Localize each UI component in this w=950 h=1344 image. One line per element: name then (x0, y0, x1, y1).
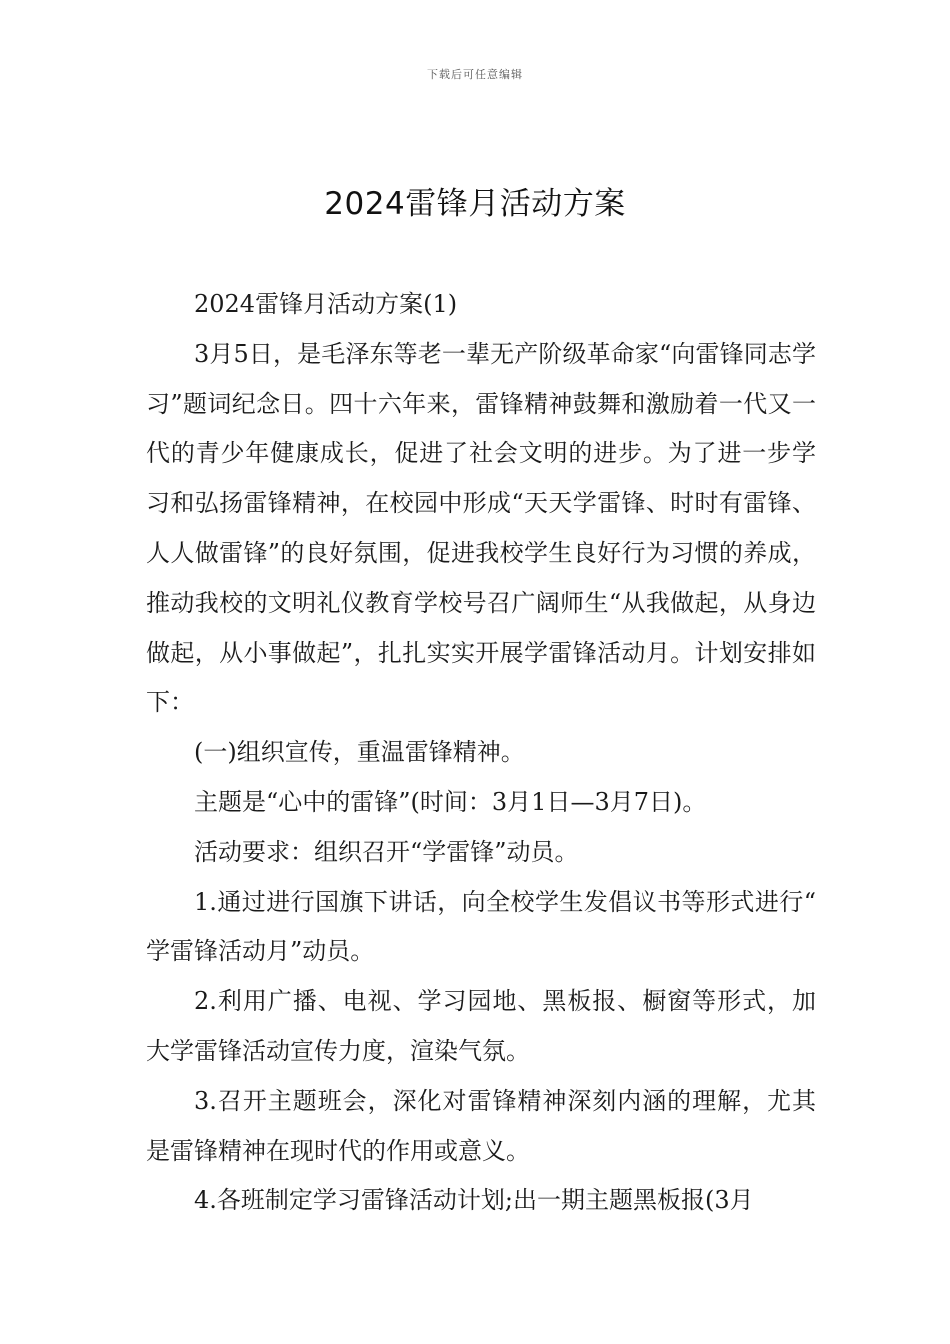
paragraph-requirements: 活动要求：组织召开“学雷锋”动员。 (194, 837, 579, 866)
paragraph-subtitle: 2024雷锋月活动方案(1) (194, 290, 458, 318)
paragraph-item-1: 1.通过进行国旗下讲话，向全校学生发倡议书等形式进行“学雷锋活动月”动员。 (146, 887, 816, 966)
document-body (146, 280, 816, 1226)
paragraph-item-2: 2.利用广播、电视、学习园地、黑板报、橱窗等形式，加大学雷锋活动宣传力度，渲染气氛。 (146, 987, 816, 1065)
paragraph-intro: 3月5日，是毛泽东等老一辈无产阶级革命家“向雷锋同志学习”题词纪念日。四十六年来，雷锋精神鼓舞和激励着一代又一代的青少年健康成长，促进了社会文明的进步。为了进一步学习和弘扬雷锋精神，在校园中形成“天天学雷锋、时时有雷锋、人人做雷锋”的良好氛围，促进我校学生良好行为习惯的养成，推动我校的文明礼仪教育学校号召广阔师生“从我做起，从身边做起，从小事做起”，扎扎实实开展学雷锋活动月。计划安排如下： (146, 339, 816, 717)
paragraph-section-1: (一)组织宣传，重温雷锋精神。 (194, 738, 525, 767)
paragraph-theme: 主题是“心中的雷锋”(时间：3月1日—3月7日)。 (194, 787, 707, 816)
paragraph-item-3: 3.召开主题班会，深化对雷锋精神深刻内涵的理解，尤其是雷锋精神在现时代的作用或意义。 (146, 1086, 816, 1165)
header-note: 下载后可任意编辑 (427, 68, 523, 81)
document-title: 2024雷锋月活动方案 (324, 186, 626, 222)
paragraph-item-4: 4.各班制定学习雷锋活动计划;出一期主题黑板报(3月 (194, 1186, 754, 1215)
